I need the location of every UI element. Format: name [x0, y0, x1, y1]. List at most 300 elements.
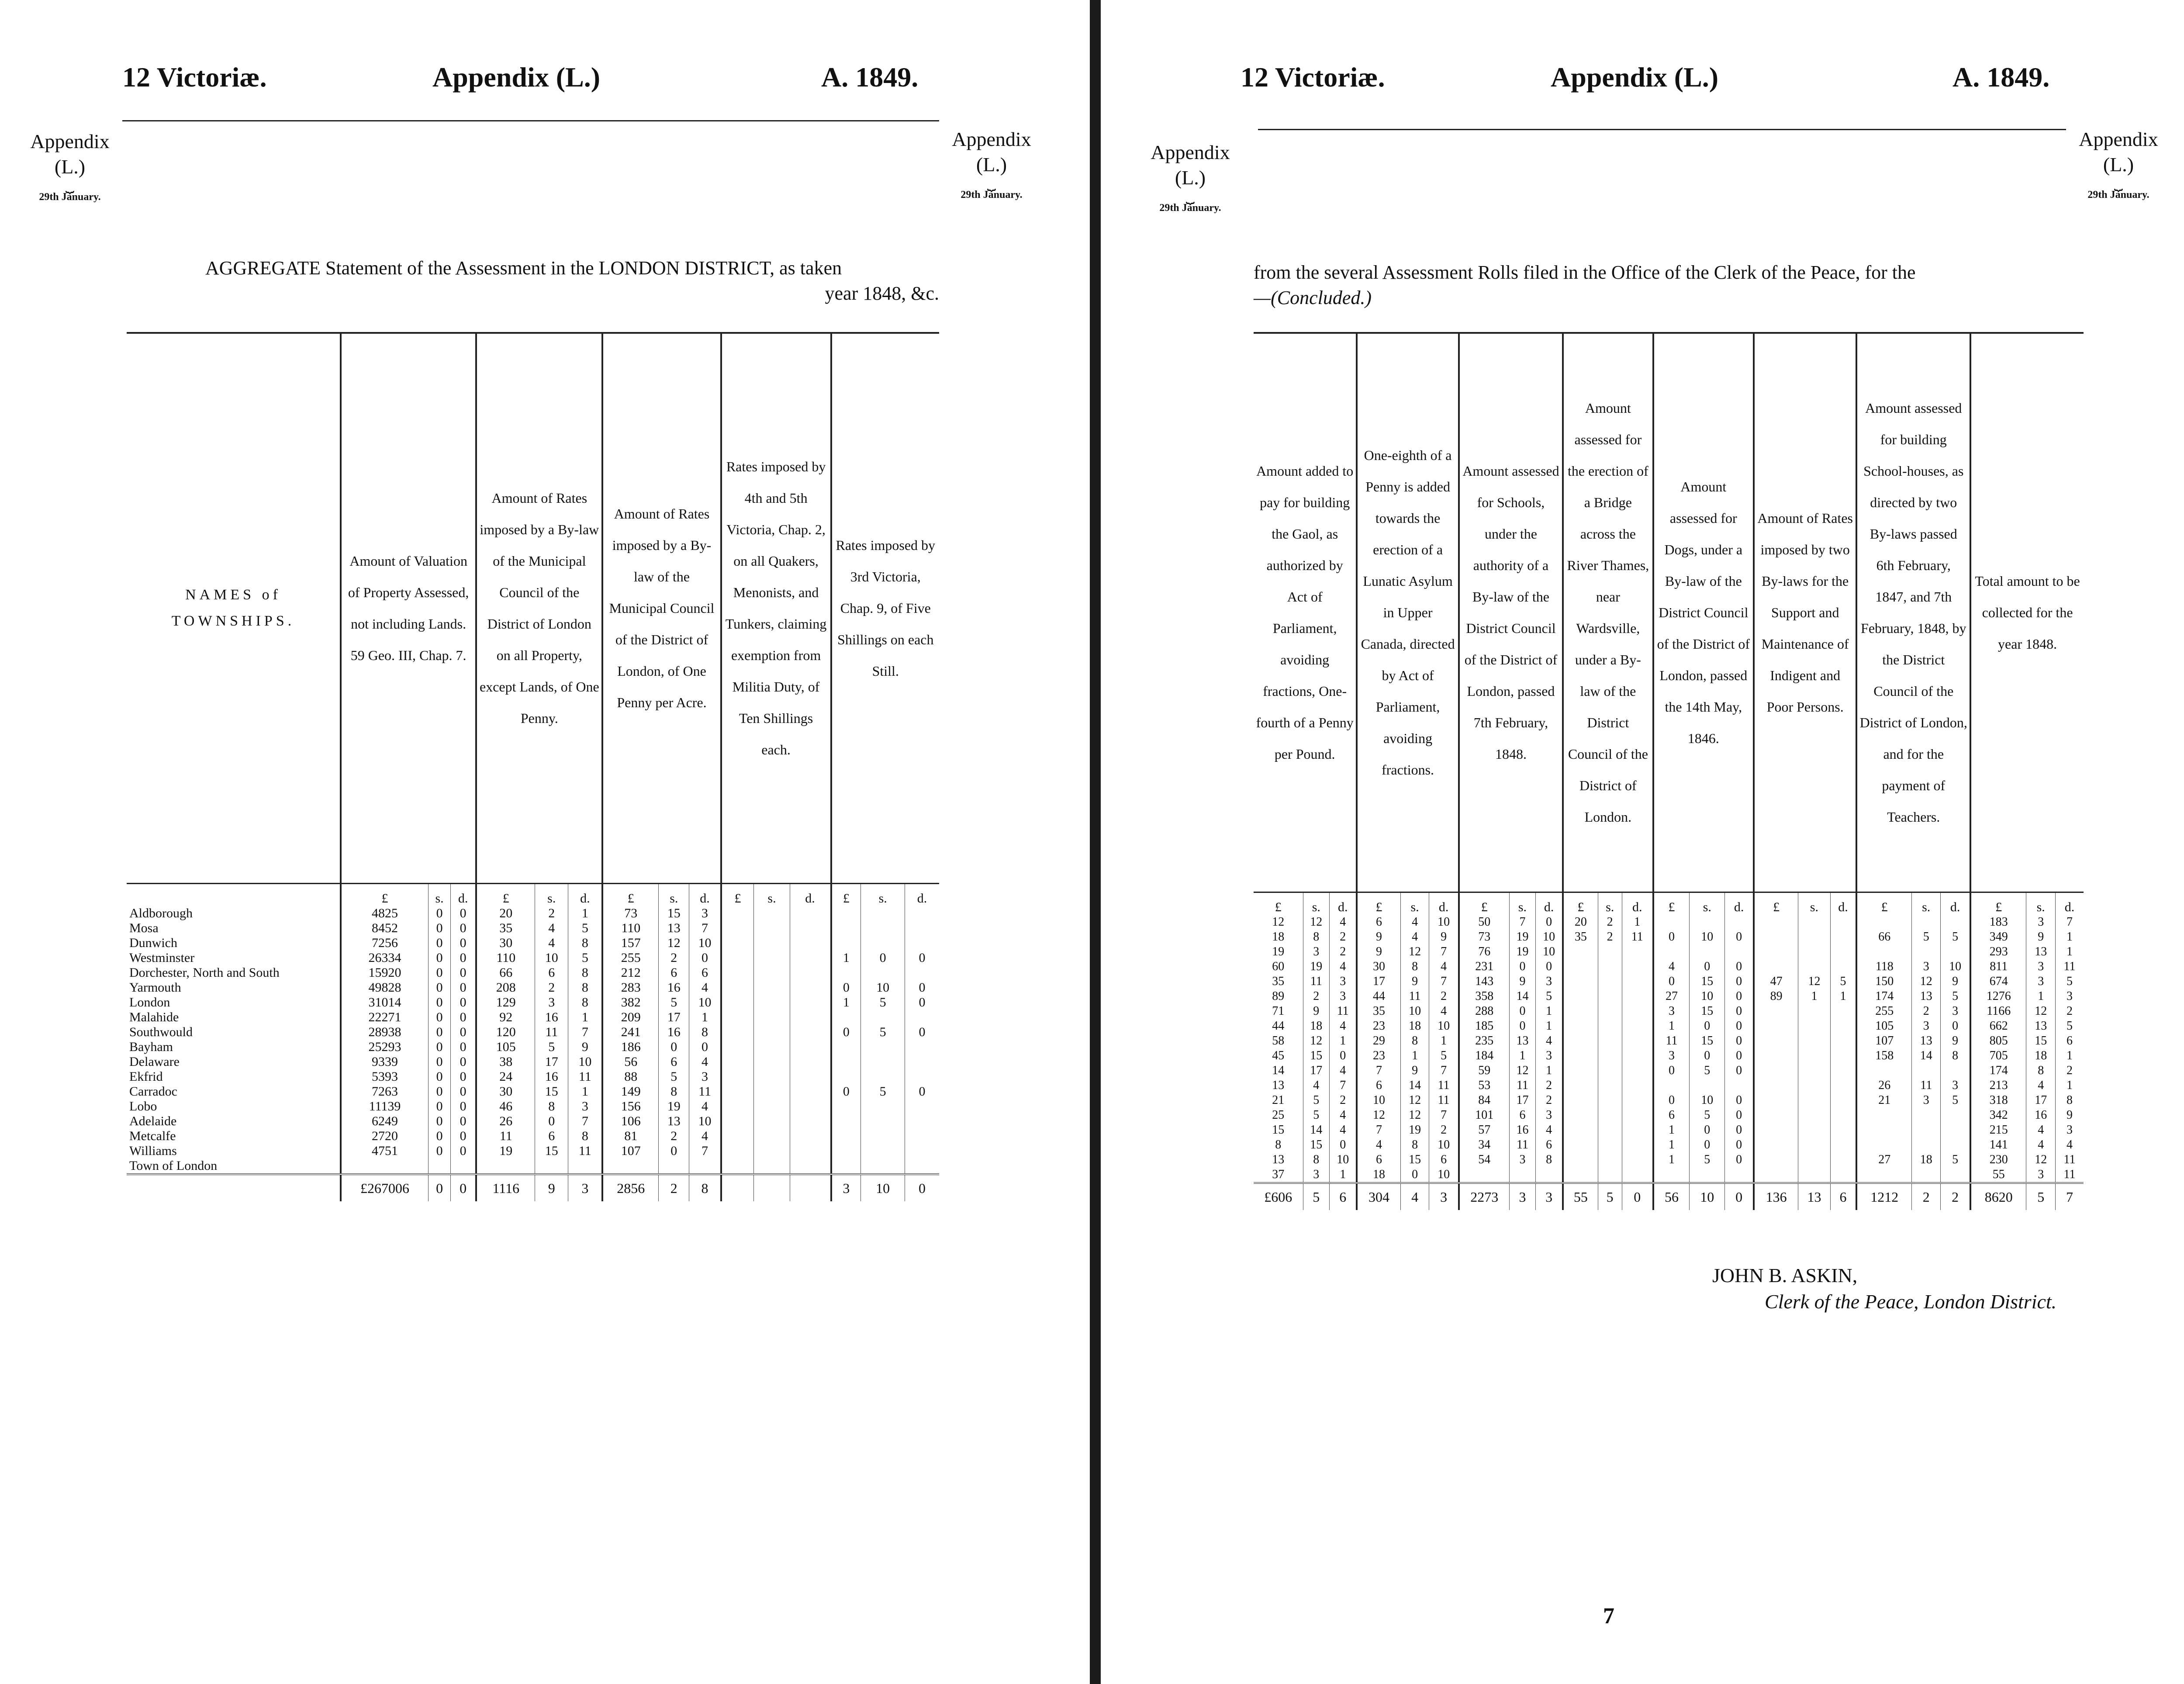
poor-pounds [1754, 1152, 1798, 1167]
still-shillings [861, 1158, 905, 1174]
sh-pence: 5 [1941, 989, 1970, 1004]
acre-pence: 0 [689, 1040, 721, 1055]
mil-pounds [721, 906, 754, 921]
unit-pounds: £ [1856, 892, 1911, 915]
acre-pence: 3 [689, 906, 721, 921]
still-pounds: 1 [831, 995, 861, 1010]
bridge-pounds [1563, 1063, 1598, 1078]
asylum-pounds: 6 [1357, 1152, 1400, 1167]
total-shillings: 12 [2026, 1004, 2056, 1019]
dogs-shillings [1690, 1078, 1725, 1093]
asylum-pounds: 44 [1357, 989, 1400, 1004]
dogs-shillings: 0 [1690, 1019, 1725, 1034]
total-pounds: 230 [1970, 1152, 2026, 1167]
mil-shillings [754, 1040, 790, 1055]
unit-shillings: s. [1912, 892, 1941, 915]
schools-shillings: 0 [1509, 1004, 1535, 1019]
margin-note-letter: (L.) [54, 156, 86, 178]
margin-note-left [26, 129, 114, 203]
unit-pounds: £ [1275, 899, 1282, 914]
still-pounds [831, 906, 861, 921]
total-total-pounds: 8620 [1970, 1183, 2026, 1210]
township-name: Metcalfe [129, 1128, 176, 1143]
acre-pence: 10 [689, 995, 721, 1010]
poor-pounds [1754, 1078, 1798, 1093]
poor-pounds [1754, 1108, 1798, 1123]
total-pounds: 342 [1970, 1108, 2026, 1123]
schools-pence: 5 [1536, 989, 1563, 1004]
still-shillings: 10 [861, 980, 905, 995]
prop-pence: 3 [568, 1099, 603, 1114]
acre-pence: 4 [689, 1055, 721, 1069]
total-dogs-shillings: 10 [1690, 1183, 1725, 1210]
prop-shillings: 5 [535, 1040, 568, 1055]
schools-pounds [1459, 1167, 1509, 1183]
still-pence: 0 [905, 995, 939, 1010]
asylum-pounds: 18 [1357, 1167, 1400, 1183]
val-pounds: 7263 [341, 1084, 429, 1099]
sh-pence [1941, 944, 1970, 959]
poor-shillings [1798, 915, 1830, 930]
val-pence [451, 1158, 477, 1174]
township-name: London [129, 995, 170, 1010]
asylum-shillings: 4 [1400, 915, 1429, 930]
asylum-shillings: 18 [1400, 1019, 1429, 1034]
val-shillings: 0 [429, 1040, 451, 1055]
poor-pounds [1754, 1093, 1798, 1108]
prop-shillings: 0 [535, 1114, 568, 1129]
still-pounds [831, 1069, 861, 1084]
acre-pence: 0 [689, 951, 721, 965]
poor-shillings: 1 [1798, 989, 1830, 1004]
gaol-shillings: 15 [1303, 1138, 1330, 1152]
total-sh-pounds: 1212 [1856, 1183, 1911, 1210]
poor-pounds: 89 [1754, 989, 1798, 1004]
unit-pence: d. [689, 883, 721, 906]
sh-pence: 3 [1941, 1004, 1970, 1019]
township-name: Westminster [129, 950, 195, 965]
unit-pence: d. [1536, 892, 1563, 915]
mil-shillings [754, 936, 790, 951]
poor-shillings [1798, 1108, 1830, 1123]
asylum-pounds: 7 [1357, 1123, 1400, 1138]
header-schoolhouses: Amount assessed for building School-houses, as directed by two By-laws passed 6th February, 1847, and 7th February, 1848, by the District Council of the District of London, and for the payment of Teachers. [1856, 333, 1970, 892]
still-pounds [831, 936, 861, 951]
still-shillings [861, 1040, 905, 1055]
total-poor-shillings: 13 [1798, 1183, 1830, 1210]
header-gaol: Amount added to pay for building the Gaol, as authorized by Act of Parliament, avoiding fractions, One-fourth of a Penny per Pound. [1254, 333, 1357, 892]
gaol-shillings: 4 [1303, 1078, 1330, 1093]
val-shillings: 0 [429, 1055, 451, 1069]
prop-pounds: 129 [476, 995, 535, 1010]
unit-pounds: £ [1563, 892, 1598, 915]
header-rule [1258, 129, 2066, 130]
prop-shillings: 4 [535, 921, 568, 936]
total-prop-pounds: 1116 [476, 1174, 535, 1201]
unit-pounds: £ [1970, 892, 2026, 915]
table-row [127, 906, 939, 921]
poor-pounds [1754, 1167, 1798, 1183]
bridge-shillings [1598, 974, 1622, 989]
poor-pence [1830, 1063, 1856, 1078]
total-shillings: 4 [2026, 1123, 2056, 1138]
gaol-pounds: 44 [1272, 1019, 1285, 1033]
bridge-pounds: 35 [1563, 930, 1598, 944]
gaol-shillings: 8 [1303, 1152, 1330, 1167]
sh-shillings [1912, 1167, 1941, 1183]
unit-pounds: £ [1653, 892, 1690, 915]
caption-line-1: from the several Assessment Rolls filed in the Office of the Clerk of the Peace, for the [1254, 262, 1916, 283]
val-pence: 0 [451, 1040, 477, 1055]
sh-pence: 3 [1941, 1078, 1970, 1093]
margin-note-date: 29th January. [2087, 189, 2149, 201]
acre-pence: 4 [689, 980, 721, 995]
mil-pence [790, 1158, 831, 1174]
mil-pounds [721, 921, 754, 936]
acre-pence: 7 [689, 921, 721, 936]
schools-pence: 6 [1536, 1138, 1563, 1152]
table-row [1254, 1093, 2084, 1108]
sh-shillings: 14 [1912, 1048, 1941, 1063]
sh-pounds: 174 [1856, 989, 1911, 1004]
poor-pounds [1754, 1019, 1798, 1034]
header-dogs: Amount assessed for Dogs, under a By-law of the District Council of the District of London, passed the 14th May, 1846. [1653, 333, 1754, 892]
dogs-pounds: 1 [1653, 1019, 1690, 1034]
signature-block [1699, 1262, 2136, 1315]
sh-shillings [1912, 1138, 1941, 1152]
sh-shillings: 13 [1912, 989, 1941, 1004]
sh-shillings: 2 [1912, 1004, 1941, 1019]
acre-pence: 11 [689, 1084, 721, 1099]
gaol-pounds: 58 [1272, 1034, 1285, 1048]
prop-shillings: 2 [535, 980, 568, 995]
total-still-pounds: 3 [831, 1174, 861, 1201]
unit-pence: d. [2056, 892, 2084, 915]
brace-icon: ⏟ [1185, 188, 1195, 204]
still-pence [905, 906, 939, 921]
gaol-shillings: 15 [1303, 1048, 1330, 1063]
acre-pence [689, 1158, 721, 1174]
schools-pence: 2 [1536, 1078, 1563, 1093]
total-still-pence: 0 [905, 1174, 939, 1201]
unit-pounds: £ [721, 883, 754, 906]
dogs-shillings: 10 [1690, 1093, 1725, 1108]
poor-pounds [1754, 1123, 1798, 1138]
asylum-shillings: 11 [1400, 989, 1429, 1004]
gaol-pence: 10 [1330, 1152, 1357, 1167]
total-schools-shillings: 3 [1509, 1183, 1535, 1210]
total-pounds: 293 [1970, 944, 2026, 959]
asylum-pence: 9 [1429, 930, 1459, 944]
prop-shillings: 17 [535, 1055, 568, 1069]
still-pence: 0 [905, 980, 939, 995]
total-total-shillings: 5 [2026, 1183, 2056, 1210]
sh-shillings: 11 [1912, 1078, 1941, 1093]
poor-pence [1830, 1019, 1856, 1034]
mil-shillings [754, 921, 790, 936]
header-militia: Rates imposed by 4th and 5th Victoria, Chap. 2, on all Quakers, Menonists, and Tunkers, claiming exemption from Militia Duty, of Ten Shillings each. [721, 333, 831, 883]
schools-pence: 2 [1536, 1093, 1563, 1108]
gaol-pence: 0 [1330, 1138, 1357, 1152]
gaol-pounds: 60 [1272, 959, 1285, 973]
sh-pence: 5 [1941, 930, 1970, 944]
bridge-shillings [1598, 989, 1622, 1004]
assessment-table-right [1254, 332, 2084, 1210]
sh-pence [1941, 1167, 1970, 1183]
dogs-pounds [1653, 915, 1690, 930]
still-pence [905, 1158, 939, 1174]
bridge-pence [1622, 1108, 1653, 1123]
gaol-pence: 11 [1330, 1004, 1357, 1019]
margin-note-right [943, 127, 1040, 201]
prop-pounds: 35 [476, 921, 535, 936]
val-shillings: 0 [429, 995, 451, 1010]
dogs-pounds: 3 [1653, 1004, 1690, 1019]
prop-pounds: 30 [476, 936, 535, 951]
mil-pounds [721, 1114, 754, 1129]
schools-shillings [1509, 1167, 1535, 1183]
sh-pence [1941, 1063, 1970, 1078]
val-shillings: 0 [429, 1084, 451, 1099]
unit-shillings: s. [1303, 892, 1330, 915]
sh-pounds: 158 [1856, 1048, 1911, 1063]
total-shillings: 4 [2026, 1138, 2056, 1152]
prop-shillings: 6 [535, 1129, 568, 1144]
total-pence: 1 [2056, 1078, 2084, 1093]
sh-pence [1941, 915, 1970, 930]
asylum-shillings: 19 [1400, 1123, 1429, 1138]
gaol-pounds: 18 [1272, 930, 1285, 944]
bridge-pounds [1563, 944, 1598, 959]
gaol-pence: 3 [1330, 974, 1357, 989]
sh-pounds: 150 [1856, 974, 1911, 989]
schools-pence: 10 [1536, 944, 1563, 959]
gaol-pence: 4 [1330, 1019, 1357, 1034]
gaol-shillings: 12 [1303, 1034, 1330, 1048]
val-pounds: 7256 [341, 936, 429, 951]
poor-pence [1830, 959, 1856, 974]
units-spacer [127, 883, 341, 906]
acre-pence: 10 [689, 1114, 721, 1129]
table-row [127, 1025, 939, 1040]
total-pounds: 674 [1970, 974, 2026, 989]
gaol-pence: 1 [1330, 1167, 1357, 1183]
total-prop-pence: 3 [568, 1174, 603, 1201]
acre-pounds: 382 [602, 995, 658, 1010]
bridge-shillings [1598, 1034, 1622, 1048]
poor-pence [1830, 1093, 1856, 1108]
val-pounds: 26334 [341, 951, 429, 965]
mil-pounds [721, 1010, 754, 1025]
prop-pence: 8 [568, 936, 603, 951]
bridge-pence: 1 [1622, 915, 1653, 930]
total-pence: 11 [2056, 1152, 2084, 1167]
gaol-pounds: 14 [1272, 1063, 1285, 1077]
prop-pounds [476, 1158, 535, 1174]
dogs-pence: 0 [1725, 1019, 1754, 1034]
dogs-pounds: 6 [1653, 1108, 1690, 1123]
bridge-pence [1622, 974, 1653, 989]
brace-icon: ⏟ [987, 175, 996, 191]
val-pence: 0 [451, 921, 477, 936]
total-shillings: 16 [2026, 1108, 2056, 1123]
sh-pence [1941, 1123, 1970, 1138]
prop-pounds: 92 [476, 1010, 535, 1025]
schools-shillings: 11 [1509, 1078, 1535, 1093]
still-shillings [861, 1010, 905, 1025]
mil-pence [790, 1010, 831, 1025]
acre-pounds: 156 [602, 1099, 658, 1114]
poor-pence [1830, 1138, 1856, 1152]
still-pence [905, 965, 939, 980]
gaol-shillings: 12 [1303, 915, 1330, 930]
prop-pence: 1 [568, 906, 603, 921]
assessment-table-left [127, 332, 939, 1201]
unit-pence: d. [790, 883, 831, 906]
poor-shillings [1798, 1078, 1830, 1093]
still-shillings [861, 921, 905, 936]
total-shillings: 12 [2026, 1152, 2056, 1167]
table-row [1254, 1004, 2084, 1019]
unit-shillings: s. [1598, 892, 1622, 915]
gaol-shillings: 14 [1303, 1123, 1330, 1138]
asylum-pence: 4 [1429, 1004, 1459, 1019]
mil-shillings [754, 1114, 790, 1129]
bridge-shillings [1598, 1004, 1622, 1019]
schools-pounds: 288 [1459, 1004, 1509, 1019]
sh-shillings [1912, 1063, 1941, 1078]
prop-shillings: 3 [535, 995, 568, 1010]
still-pence: 0 [905, 1025, 939, 1040]
still-pence [905, 1010, 939, 1025]
mil-shillings [754, 1158, 790, 1174]
bridge-pence [1622, 1048, 1653, 1063]
mil-pence [790, 1069, 831, 1084]
asylum-pence: 7 [1429, 944, 1459, 959]
unit-pounds: £ [476, 883, 535, 906]
unit-pence: d. [1725, 892, 1754, 915]
total-pence: 8 [2056, 1093, 2084, 1108]
bridge-pence [1622, 1093, 1653, 1108]
asylum-pence: 10 [1429, 1138, 1459, 1152]
sh-shillings: 13 [1912, 1034, 1941, 1048]
val-pounds: 25293 [341, 1040, 429, 1055]
schools-pounds: 50 [1459, 915, 1509, 930]
schools-pence: 4 [1536, 1034, 1563, 1048]
schools-pence: 8 [1536, 1152, 1563, 1167]
prop-pence: 1 [568, 1084, 603, 1099]
total-shillings: 3 [2026, 959, 2056, 974]
poor-shillings [1798, 1138, 1830, 1152]
prop-shillings: 15 [535, 1144, 568, 1158]
acre-pounds: 157 [602, 936, 658, 951]
total-pounds: 174 [1970, 1063, 2026, 1078]
table-row [127, 995, 939, 1010]
asylum-shillings: 9 [1400, 1063, 1429, 1078]
asylum-pounds: 12 [1357, 1108, 1400, 1123]
gaol-pence: 7 [1330, 1078, 1357, 1093]
bridge-shillings: 2 [1598, 930, 1622, 944]
acre-pounds: 73 [602, 906, 658, 921]
header-row [127, 333, 939, 883]
poor-shillings [1798, 1048, 1830, 1063]
still-pence: 0 [905, 951, 939, 965]
val-pounds: 6249 [341, 1114, 429, 1129]
prop-pounds: 24 [476, 1069, 535, 1084]
prop-pence: 8 [568, 995, 603, 1010]
mil-pence [790, 1129, 831, 1144]
bridge-shillings [1598, 944, 1622, 959]
dogs-shillings: 15 [1690, 1004, 1725, 1019]
asylum-shillings: 9 [1400, 974, 1429, 989]
schools-pounds: 76 [1459, 944, 1509, 959]
signature-name: JOHN B. ASKIN, [1712, 1264, 1858, 1286]
total-schools-pence: 3 [1536, 1183, 1563, 1210]
dogs-shillings: 0 [1690, 959, 1725, 974]
asylum-pounds: 10 [1357, 1093, 1400, 1108]
sh-pounds: 66 [1856, 930, 1911, 944]
prop-pence: 7 [568, 1114, 603, 1129]
township-name: Yarmouth [129, 980, 181, 995]
acre-shillings: 17 [659, 1010, 689, 1025]
acre-pence: 1 [689, 1010, 721, 1025]
still-pence [905, 1055, 939, 1069]
gaol-pence: 4 [1330, 915, 1357, 930]
margin-note-left [1144, 140, 1236, 214]
header-valuation: Amount of Valuation of Property Assessed, not including Lands. 59 Geo. III, Chap. 7. [341, 333, 476, 883]
total-shillings: 15 [2026, 1034, 2056, 1048]
total-pence: 4 [2056, 1138, 2084, 1152]
still-pounds [831, 1055, 861, 1069]
mil-pounds [721, 1158, 754, 1174]
mil-shillings [754, 1129, 790, 1144]
prop-shillings: 8 [535, 1099, 568, 1114]
totals-row [127, 1174, 939, 1201]
still-pence [905, 921, 939, 936]
gaol-pence: 2 [1330, 930, 1357, 944]
mil-shillings [754, 1055, 790, 1069]
total-shillings: 3 [2026, 974, 2056, 989]
total-pounds: 349 [1970, 930, 2026, 944]
header-rates-acre: Amount of Rates imposed by a By-law of the Municipal Council of the District of London, of One Penny per Acre. [602, 333, 721, 883]
header-names: NAMES of TOWNSHIPS. [127, 333, 341, 883]
total-asylum-pounds: 304 [1357, 1183, 1400, 1210]
schools-pence: 0 [1536, 915, 1563, 930]
asylum-shillings: 12 [1400, 1093, 1429, 1108]
schools-shillings: 6 [1509, 1108, 1535, 1123]
running-head-right: A. 1849. [1952, 62, 2050, 93]
total-shillings: 17 [2026, 1093, 2056, 1108]
unit-shillings: s. [861, 883, 905, 906]
dogs-pounds [1653, 944, 1690, 959]
township-name: Williams [129, 1143, 177, 1158]
mil-pence [790, 1099, 831, 1114]
table-row [1254, 1123, 2084, 1138]
schools-pounds: 59 [1459, 1063, 1509, 1078]
total-val-pounds: £267006 [341, 1174, 429, 1201]
dogs-shillings [1690, 915, 1725, 930]
dogs-pounds: 4 [1653, 959, 1690, 974]
mil-pounds [721, 1069, 754, 1084]
val-pence: 0 [451, 980, 477, 995]
val-pounds: 11139 [341, 1099, 429, 1114]
prop-shillings: 10 [535, 951, 568, 965]
total-bridge-pounds: 55 [1563, 1183, 1598, 1210]
acre-shillings: 13 [659, 1114, 689, 1129]
sh-pence [1941, 1138, 1970, 1152]
table-row [1254, 1108, 2084, 1123]
prop-pounds: 19 [476, 1144, 535, 1158]
